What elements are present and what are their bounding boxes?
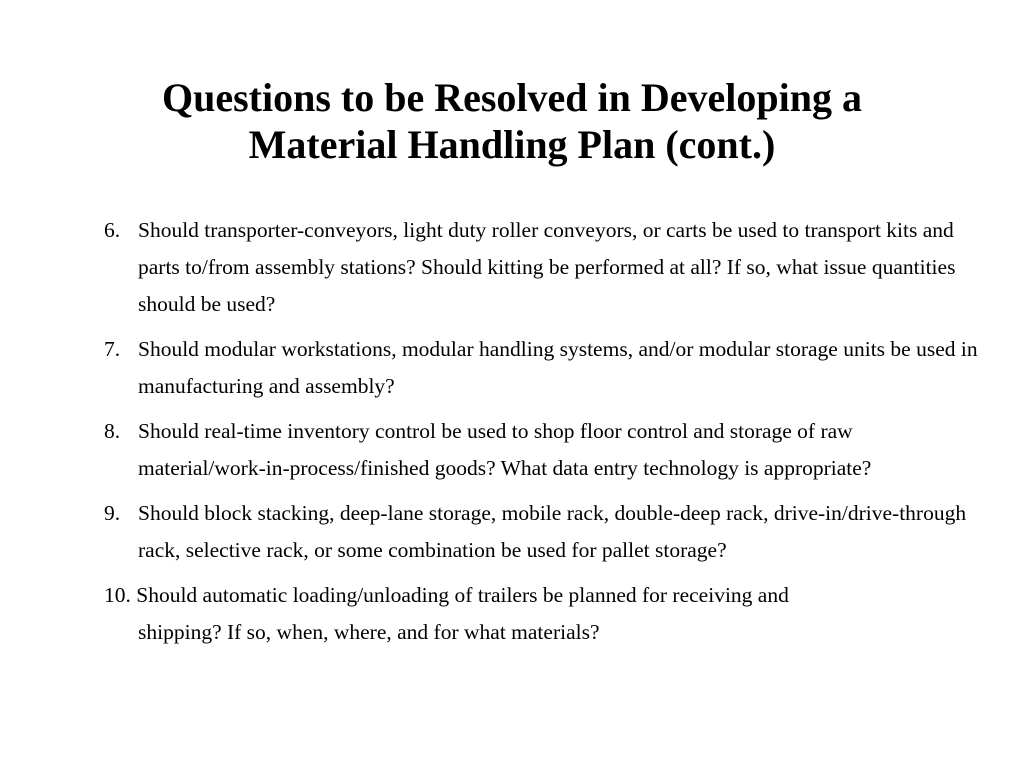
slide-title-line-1: Questions to be Resolved in Developing a — [161, 75, 863, 120]
question-number-10: 10. — [104, 583, 131, 607]
question-text-9: Should block stacking, deep-lane storage, mobile rack, double-deep rack, drive-in/drive-through rack, selective rack, or some combination be used for pallet storage? — [138, 501, 967, 562]
question-item-7 — [104, 331, 984, 405]
question-item-6 — [104, 212, 984, 323]
question-number-6: 6. — [104, 218, 121, 242]
question-number-7: 7. — [104, 337, 121, 361]
slide-title — [0, 74, 1024, 168]
question-text-7: Should modular workstations, modular handling systems, and/or modular storage units be used in manufacturing and assembly? — [138, 337, 978, 398]
question-item-10 — [104, 577, 984, 651]
question-text-8: Should real-time inventory control be used to shop floor control and storage of raw material/work-in-process/finished goods? What data entry technology is appropriate? — [138, 419, 872, 480]
question-text-10-line-1: Should automatic loading/unloading of trailers be planned for receiving and — [136, 583, 789, 607]
question-list — [104, 212, 984, 659]
slide-title-line-2: Material Handling Plan (cont.) — [248, 122, 776, 167]
question-item-9 — [104, 495, 984, 569]
question-text-10-line-2: shipping? If so, when, where, and for what materials? — [138, 620, 600, 644]
question-text-6: Should transporter-conveyors, light duty roller conveyors, or carts be used to transport kits and parts to/from assembly stations? Should kitting be performed at all? If so, what issue quantities should be used? — [138, 218, 956, 316]
question-number-9: 9. — [104, 501, 121, 525]
question-number-8: 8. — [104, 419, 121, 443]
question-item-8 — [104, 413, 984, 487]
